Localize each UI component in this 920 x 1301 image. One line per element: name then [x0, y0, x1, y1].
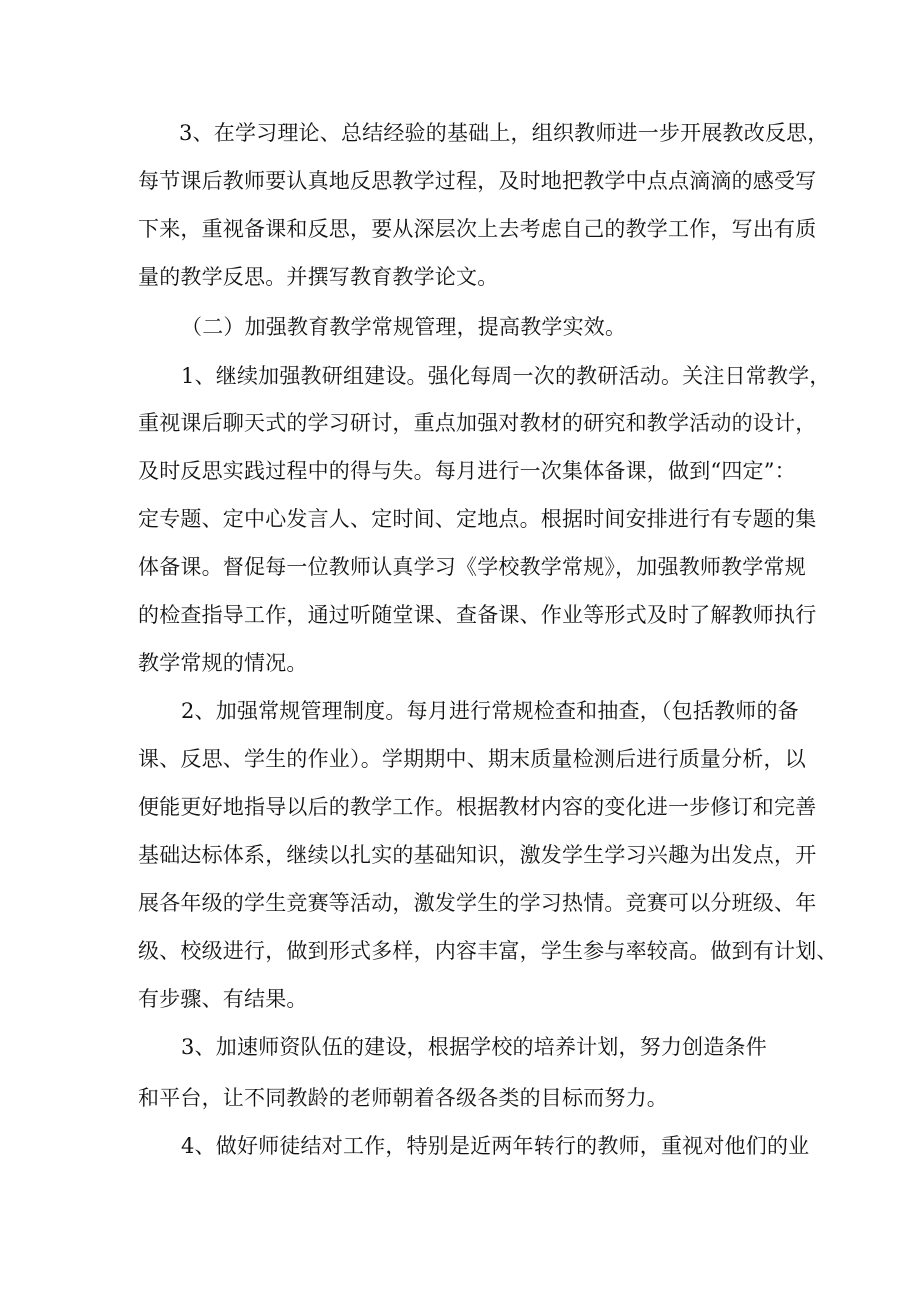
text-line: 下来，重视备课和反思，要从深层次上去考虑自己的教学工作，写出有质 — [138, 217, 817, 241]
text-line: 课、反思、学生的作业）。学期期中、期末质量检测后进行质量分析，以 — [138, 747, 806, 771]
text-line: 级、校级进行，做到形式多样，内容丰富，学生参与率较高。做到有计划、 — [138, 939, 838, 963]
text-line: 3、在学习理论、总结经验的基础上，组织教师进一步开展教改反思， — [179, 121, 829, 145]
text-line: 教学常规的情况。 — [138, 651, 308, 675]
text-line: 和平台，让不同教龄的老师朝着各级各类的目标而努力。 — [138, 1086, 668, 1110]
text-line: 2、加强常规管理制度。每月进行常规检查和抽查，（包括教师的备 — [181, 699, 799, 723]
text-line: 便能更好地指导以后的教学工作。根据教材内容的变化进一步修订和完善 — [138, 795, 817, 819]
text-line: 3、加速师资队伍的建设，根据学校的培养计划，努力创造条件 — [181, 1035, 767, 1059]
text-line: 展各年级的学生竞赛等活动，激发学生的学习热情。竞赛可以分班级、年 — [138, 891, 817, 915]
text-line: 有步骤、有结果。 — [138, 987, 308, 1011]
text-line: 量的教学反思。并撰写教育教学论文。 — [138, 265, 499, 289]
text-line: 重视课后聊天式的学习研讨，重点加强对教材的研究和教学活动的设计， — [138, 411, 817, 435]
text-line: 及时反思实践过程中的得与失。每月进行一次集体备课，做到“四定”： — [138, 459, 796, 483]
text-line: 基础达标体系，继续以扎实的基础知识，激发学生学习兴趣为出发点，开 — [138, 843, 817, 867]
text-line: 4、做好师徒结对工作，特别是近两年转行的教师，重视对他们的业 — [181, 1134, 810, 1158]
text-line: 体备课。督促每一位教师认真学习《学校教学常规》，加强教师教学常规 — [138, 555, 806, 579]
section-heading: （二）加强教育教学常规管理，提高教学实效。 — [181, 315, 627, 339]
text-line: 的检查指导工作，通过听随堂课、查备课、作业等形式及时了解教师执行 — [138, 603, 817, 627]
text-line: 定专题、定中心发言人、定时间、定地点。根据时间安排进行有专题的集 — [138, 507, 817, 531]
text-line: 每节课后教师要认真地反思教学过程，及时地把教学中点点滴滴的感受写 — [138, 169, 817, 193]
text-line: 1、继续加强教研组建设。强化每周一次的教研活动。关注日常教学， — [181, 364, 831, 388]
